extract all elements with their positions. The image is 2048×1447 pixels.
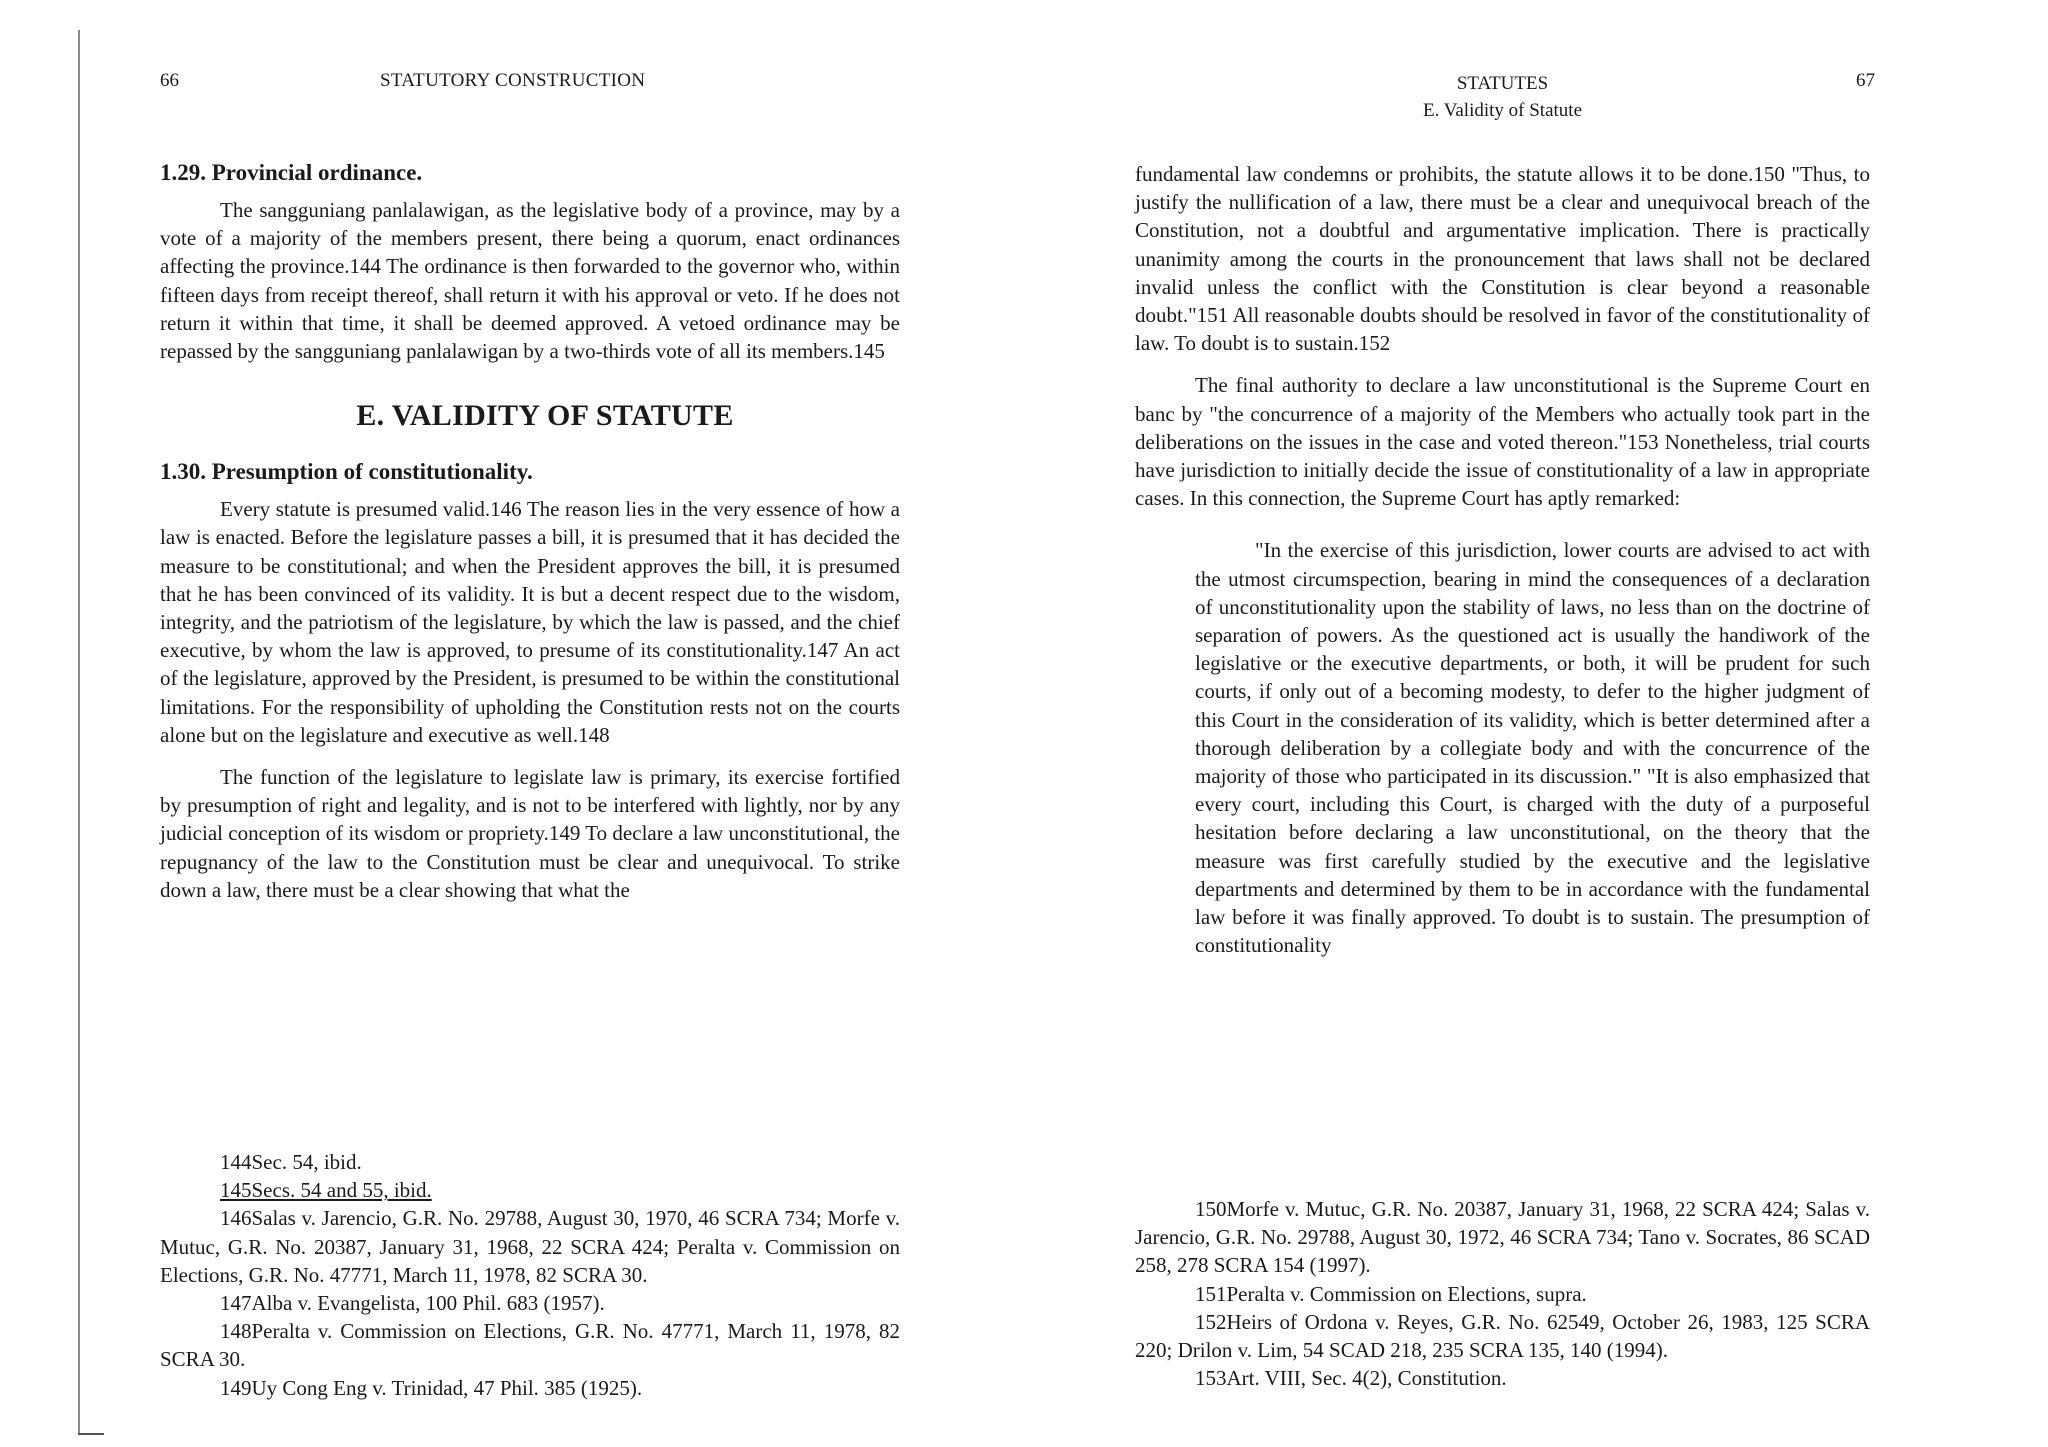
running-header-subtitle: E. Validity of Statute <box>1422 100 1583 121</box>
paragraph: Every statute is presumed valid.146 The reason lies in the very essence of how a law is enacted. Before the legislature passes a bill, it is presumed that it has decided the measure to be constitutional; and when the President approves the bill, it is presumed that he has been convinced of its validity. It is but a decent respect due to the wisdom, integrity, and the patriotism of the legislature, by which the law is passed, and the chief executive, by whom the law is approved, to presume of its constitutionality.147 An act of the legislature, approved by the President, is presumed to be within the constitutional limitations. For the responsibility of upholding the Constitution rests not on the courts alone but on the legislature and executive as well.148 <box>160 497 900 747</box>
page-number: 67 <box>1856 70 1875 91</box>
footnote: 151Peralta v. Commission on Elections, supra. <box>1195 1281 1587 1306</box>
binding-line-foot <box>78 1433 104 1435</box>
part-heading: E. VALIDITY OF STATUTE <box>356 399 734 433</box>
page-number: 66 <box>160 70 179 91</box>
running-header: STATUTORY CONSTRUCTION <box>380 70 646 91</box>
paragraph: The sangguniang panlalawigan, as the legislative body of a province, may by a vote of a majority of the members present, there being a quorum, enact ordinances affecting the province.144 The ordinance is then forwarded to the governor who, within fifteen days from receipt thereof, shall return it with his approval or veto. If he does not return it within that time, it shall be deemed approved. A vetoed ordinance may be repassed by the sangguniang panlalawigan by a two-thirds vote of all its members.145 <box>160 198 900 364</box>
running-header <box>1135 70 1870 124</box>
section-heading: 1.30. Presumption of constitutionality. <box>160 459 533 485</box>
left-page-body <box>160 160 900 904</box>
section-heading: 1.29. Provincial ordinance. <box>160 160 423 185</box>
footnote: 153Art. VIII, Sec. 4(2), Constitution. <box>1195 1366 1507 1391</box>
binding-line <box>78 30 80 1435</box>
paragraph: The final authority to declare a law unconstitutional is the Supreme Court en banc by "the concurrence of a majority of the Members who actually took part in the deliberations on the issues in the case and voted thereon."153 Nonetheless, trial courts have jurisdiction to initially decide the issue of constitutionality of a law in appropriate cases. In this connection, the Supreme Court has aptly remarked: <box>1135 373 1870 511</box>
footnotes <box>160 1148 900 1402</box>
footnote: 145Secs. 54 and 55, ibid. <box>220 1178 432 1203</box>
paragraph: fundamental law condemns or prohibits, the statute allows it to be done.150 "Thus, to justify the nullification of a law, there must be a clear and unequivocal breach of the Constitution, not a doubtful and argumentative implication. There is practically unanimity among the courts in the pronouncement that laws shall not be declared invalid unless the conflict with the Constitution is clear beyond a reasonable doubt."151 All reasonable doubts should be resolved in favor of the constitutionality of law. To doubt is to sustain.152 <box>1135 162 1870 356</box>
footnote: 149Uy Cong Eng v. Trinidad, 47 Phil. 385 (1925). <box>220 1375 643 1400</box>
right-page-body <box>1135 160 1870 959</box>
footnotes <box>1135 1195 1870 1392</box>
footnote: 147Alba v. Evangelista, 100 Phil. 683 (1957). <box>220 1291 605 1316</box>
block-quote: "In the exercise of this jurisdiction, lower courts are advised to act with the utmost circumspection, bearing in mind the consequences of a declaration of unconstitutionality upon the stability of laws, no less than on the doctrine of separation of powers. As the questioned act is usually the handiwork of the legislative or the executive departments, or both, it will be prudent for such courts, if only out of a becoming modesty, to defer to the higher judgment of this Court in the consideration of its validity, which is better determined after a thorough deliberation by a collegiate body and with the concurrence of the majority of those who participated in its discussion." "It is also emphasized that every court, including this Court, is charged with the duty of a purposeful hesitation before declaring a law unconstitutional, on the theory that the measure was first carefully studied by the executive and the legislative departments and determined by them to be in accordance with the fundamental law before it was finally approved. To doubt is to sustain. The presumption of constitutionality <box>1195 538 1870 958</box>
footnote: 144Sec. 54, ibid. <box>220 1150 362 1174</box>
footnote: 146Salas v. Jarencio, G.R. No. 29788, August 30, 1970, 46 SCRA 734; Morfe v. Mutuc, G.R. No. 20387, January 31, 1968, 22 SCRA 424; Peralta v. Commission on Elections, G.R. No. 47771, March 11, 1978, 82 SCRA 30. <box>160 1206 900 1287</box>
footnote: 150Morfe v. Mutuc, G.R. No. 20387, January 31, 1968, 22 SCRA 424; Salas v. Jarencio, G.R. No. 29788, August 30, 1972, 46 SCRA 734; Tano v. Socrates, 86 SCAD 258, 278 SCRA 154 (1997). <box>1135 1197 1870 1278</box>
footnote: 148Peralta v. Commission on Elections, G.R. No. 47771, March 11, 1978, 82 SCRA 30. <box>160 1319 900 1372</box>
running-header-title: STATUTES <box>1456 73 1549 94</box>
paragraph: The function of the legislature to legislate law is primary, its exercise fortified by presumption of right and legality, and is not to be interfered with lightly, nor by any judicial conception of its wisdom or propriety.149 To declare a law unconstitutional, the repugnancy of the law to the Constitution must be clear and unequivocal. To strike down a law, there must be a clear showing that what the <box>160 765 900 902</box>
footnote: 152Heirs of Ordona v. Reyes, G.R. No. 62549, October 26, 1983, 125 SCRA 220; Drilon v. Lim, 54 SCAD 218, 235 SCRA 135, 140 (1994). <box>1135 1309 1870 1363</box>
